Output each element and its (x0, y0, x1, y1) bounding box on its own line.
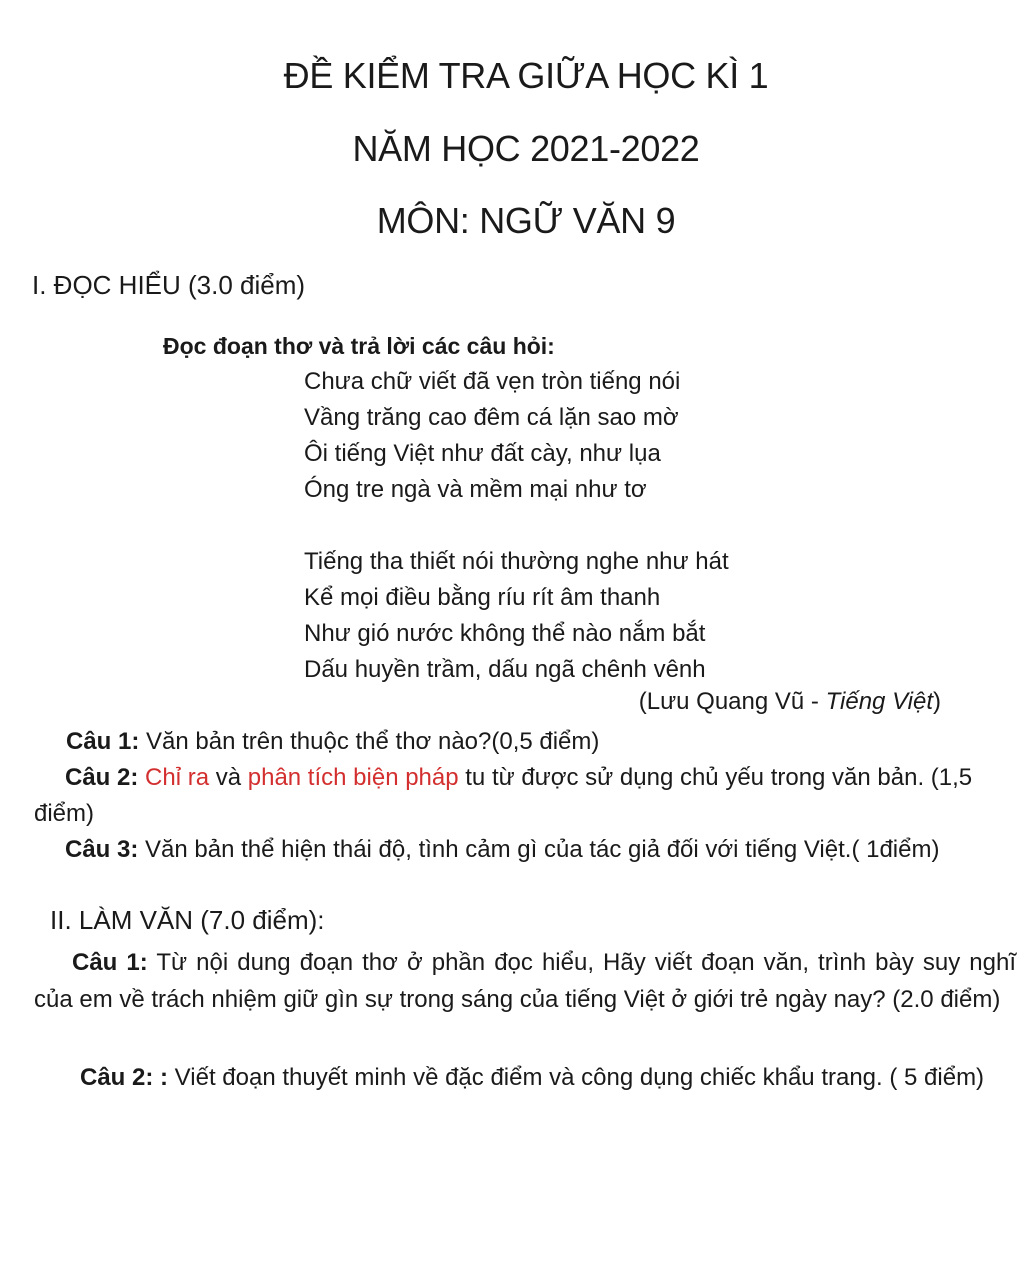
reading-question-2 (34, 760, 1014, 832)
reading-question-1 (66, 724, 599, 760)
attribution-author: (Lưu Quang Vũ - (638, 688, 826, 715)
poem-line: Óng tre ngà và mềm mại như tơ (304, 476, 647, 503)
attribution-work-title: Tiếng Việt (825, 688, 933, 715)
poem-line: Dấu huyền trầm, dấu ngã chênh vênh (304, 656, 706, 683)
question-label: Câu 3: (65, 836, 139, 863)
poem-line: Kể mọi điều bằng ríu rít âm thanh (304, 584, 661, 611)
question-label: Câu 1: (72, 949, 148, 976)
question-label: Câu 2: (65, 764, 139, 791)
writing-section-heading: II. LÀM VĂN (7.0 điểm): (50, 905, 325, 935)
poem-line: Như gió nước không thể nào nắm bắt (304, 620, 706, 647)
reading-instruction: Đọc đoạn thơ và trả lời các câu hỏi: (163, 333, 555, 359)
subject-title: MÔN: NGỮ VĂN 9 (376, 200, 676, 241)
question-label: Câu 1: (66, 728, 140, 755)
highlight-text: Chỉ ra (145, 764, 210, 791)
question-text: và (209, 764, 248, 791)
poem-line: Tiếng tha thiết nói thường nghe như hát (304, 548, 729, 575)
attribution-close: ) (933, 688, 941, 715)
reading-section-heading: I. ĐỌC HIỂU (3.0 điểm) (32, 270, 306, 300)
question-text: Văn bản trên thuộc thể thơ nào?(0,5 điểm) (139, 728, 600, 755)
exam-title: ĐỀ KIỂM TRA GIỮA HỌC KÌ 1 (283, 55, 769, 96)
poem-stanza-2 (304, 544, 729, 688)
writing-question-1 (34, 944, 1016, 1018)
question-text: Viết đoạn thuyết minh về đặc điểm và công dụng chiếc khẩu trang. ( 5 điểm) (168, 1064, 985, 1091)
poem-attribution (639, 688, 941, 716)
question-label: Câu 2: : (80, 1064, 169, 1091)
reading-question-3 (34, 832, 1016, 868)
writing-question-2 (34, 1059, 1016, 1096)
question-text: Từ nội dung đoạn thơ ở phần đọc hiểu, Hãy viết đoạn văn, trình bày suy nghĩ của em về trách nhiệm giữ gìn sự trong sáng của tiếng Việt ở giới trẻ ngày nay? (2.0 điểm) (34, 949, 1016, 1013)
poem-stanza-1 (304, 364, 680, 508)
poem-line: Ôi tiếng Việt như đất cày, như lụa (304, 440, 661, 467)
highlight-text: phân tích biện pháp (247, 764, 459, 791)
poem-line: Vầng trăng cao đêm cá lặn sao mờ (304, 404, 679, 431)
question-text: Văn bản thể hiện thái độ, tình cảm gì của tác giả đối với tiếng Việt.( 1điểm) (138, 836, 940, 863)
question-text: tu từ được sử dụng chủ yếu trong văn bản. (1,5 điểm) (34, 764, 973, 827)
poem-line: Chưa chữ viết đã vẹn tròn tiếng nói (304, 368, 681, 395)
school-year: NĂM HỌC 2021-2022 (352, 128, 700, 169)
